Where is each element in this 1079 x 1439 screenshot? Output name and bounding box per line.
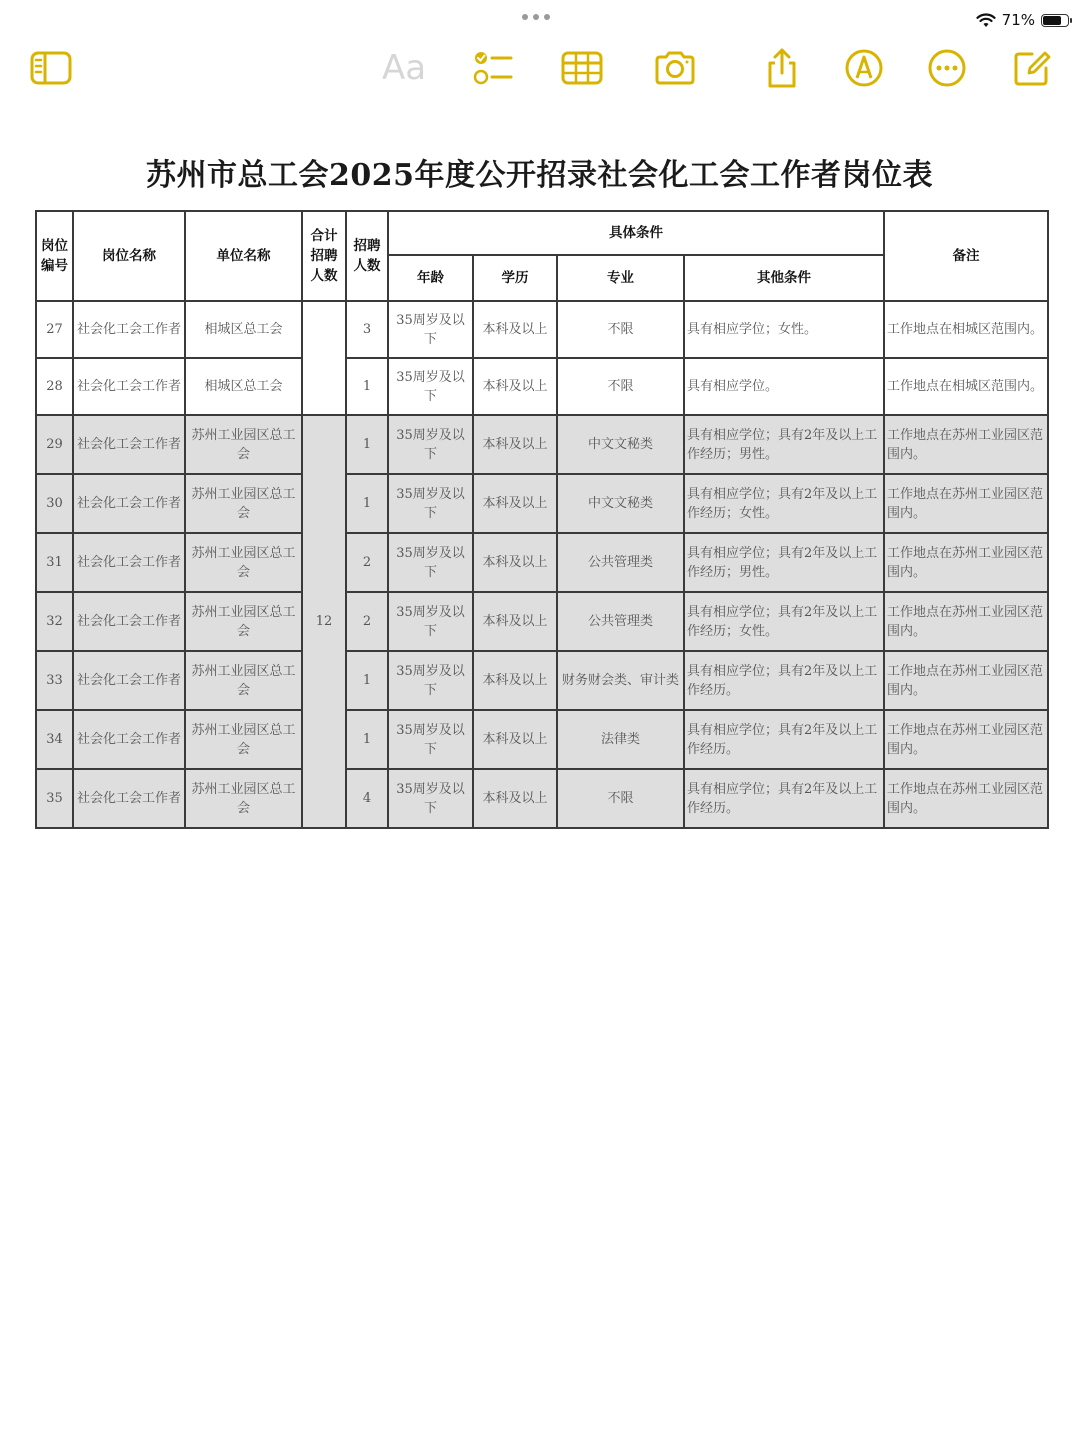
cell-count: 3: [346, 301, 388, 358]
table-row: [36, 769, 1048, 828]
cell-age: 35周岁及以下: [388, 651, 473, 710]
cell-edu: 本科及以上: [473, 769, 557, 828]
share-button[interactable]: [758, 44, 806, 92]
cell-other: 具有相应学位；具有2年及以上工作经历。: [684, 769, 884, 828]
cell-name: 社会化工会工作者: [73, 358, 185, 415]
cell-other: 具有相应学位；具有2年及以上工作经历；男性。: [684, 415, 884, 474]
cell-unit: 苏州工业园区总工会: [185, 533, 302, 592]
font-icon: Aa: [381, 48, 427, 88]
header-conditions: 具体条件: [388, 211, 884, 255]
sidebar-button[interactable]: [27, 44, 75, 92]
cell-major: 公共管理类: [557, 533, 684, 592]
header-post-id: 岗位编号: [36, 211, 73, 301]
cell-major: 中文文秘类: [557, 474, 684, 533]
dot: [522, 14, 528, 20]
header-unit-name: 单位名称: [185, 211, 302, 301]
cell-edu: 本科及以上: [473, 710, 557, 769]
cell-remark: 工作地点在苏州工业园区范围内。: [884, 651, 1048, 710]
cell-unit: 苏州工业园区总工会: [185, 415, 302, 474]
checklist-button[interactable]: [469, 44, 517, 92]
cell-id: 29: [36, 415, 73, 474]
cell-other: 具有相应学位；具有2年及以上工作经历；女性。: [684, 592, 884, 651]
cell-remark: 工作地点在苏州工业园区范围内。: [884, 769, 1048, 828]
compose-button[interactable]: [1008, 44, 1056, 92]
cell-remark: 工作地点在苏州工业园区范围内。: [884, 710, 1048, 769]
cell-remark: 工作地点在苏州工业园区范围内。: [884, 474, 1048, 533]
cell-age: 35周岁及以下: [388, 358, 473, 415]
cell-major: 公共管理类: [557, 592, 684, 651]
status-bar-right: [976, 11, 1069, 29]
multitasking-dots[interactable]: [522, 14, 550, 20]
cell-other: 具有相应学位；具有2年及以上工作经历。: [684, 651, 884, 710]
cell-age: 35周岁及以下: [388, 533, 473, 592]
table-row: [36, 533, 1048, 592]
cell-id: 30: [36, 474, 73, 533]
table-row: [36, 474, 1048, 533]
wifi-icon: [976, 13, 996, 28]
table-button[interactable]: [558, 44, 606, 92]
cell-other: 具有相应学位；具有2年及以上工作经历。: [684, 710, 884, 769]
header-major: 专业: [557, 255, 684, 301]
cell-count: 1: [346, 474, 388, 533]
cell-unit: 苏州工业园区总工会: [185, 651, 302, 710]
battery-tip: [1070, 18, 1072, 23]
header-education: 学历: [473, 255, 557, 301]
table-row: [36, 301, 1048, 358]
cell-name: 社会化工会工作者: [73, 592, 185, 651]
cell-name: 社会化工会工作者: [73, 301, 185, 358]
cell-edu: 本科及以上: [473, 415, 557, 474]
cell-id: 34: [36, 710, 73, 769]
document-title: 苏州市总工会2025年度公开招录社会化工会工作者岗位表: [146, 158, 933, 193]
header-age: 年龄: [388, 255, 473, 301]
cell-edu: 本科及以上: [473, 474, 557, 533]
cell-name: 社会化工会工作者: [73, 533, 185, 592]
cell-count: 1: [346, 415, 388, 474]
cell-id: 33: [36, 651, 73, 710]
cell-count: 2: [346, 533, 388, 592]
cell-id: 28: [36, 358, 73, 415]
cell-count: 1: [346, 358, 388, 415]
cell-unit: 苏州工业园区总工会: [185, 592, 302, 651]
cell-age: 35周岁及以下: [388, 415, 473, 474]
cell-name: 社会化工会工作者: [73, 769, 185, 828]
cell-edu: 本科及以上: [473, 533, 557, 592]
header-remarks: 备注: [884, 211, 1048, 301]
cell-major: 不限: [557, 358, 684, 415]
cell-edu: 本科及以上: [473, 651, 557, 710]
cell-name: 社会化工会工作者: [73, 474, 185, 533]
cell-remark: 工作地点在苏州工业园区范围内。: [884, 592, 1048, 651]
cell-other: 具有相应学位；具有2年及以上工作经历；男性。: [684, 533, 884, 592]
checklist-icon: [471, 46, 515, 90]
cell-unit: 苏州工业园区总工会: [185, 710, 302, 769]
sidebar-icon: [29, 46, 73, 90]
cell-count: 1: [346, 710, 388, 769]
cell-major: 财务财会类、审计类: [557, 651, 684, 710]
font-button[interactable]: [380, 44, 428, 92]
table-icon: [560, 46, 604, 90]
cell-edu: 本科及以上: [473, 592, 557, 651]
cell-age: 35周岁及以下: [388, 710, 473, 769]
cell-unit: 苏州工业园区总工会: [185, 769, 302, 828]
cell-remark: 工作地点在苏州工业园区范围内。: [884, 533, 1048, 592]
cell-age: 35周岁及以下: [388, 592, 473, 651]
cell-unit: 相城区总工会: [185, 358, 302, 415]
cell-name: 社会化工会工作者: [73, 415, 185, 474]
cell-unit: 苏州工业园区总工会: [185, 474, 302, 533]
cell-name: 社会化工会工作者: [73, 651, 185, 710]
cell-age: 35周岁及以下: [388, 769, 473, 828]
cell-major: 法律类: [557, 710, 684, 769]
more-icon: [925, 46, 969, 90]
cell-other: 具有相应学位。: [684, 358, 884, 415]
cell-id: 27: [36, 301, 73, 358]
header-total: 合计招聘人数: [302, 211, 346, 301]
cell-id: 35: [36, 769, 73, 828]
cell-id: 31: [36, 533, 73, 592]
markup-icon: [842, 46, 886, 90]
compose-icon: [1010, 46, 1054, 90]
table-row: [36, 710, 1048, 769]
camera-button[interactable]: [651, 44, 699, 92]
cell-count: 4: [346, 769, 388, 828]
cell-edu: 本科及以上: [473, 358, 557, 415]
cell-major: 不限: [557, 769, 684, 828]
cell-remark: 工作地点在相城区范围内。: [884, 358, 1048, 415]
table-row: [36, 358, 1048, 415]
cell-other: 具有相应学位；女性。: [684, 301, 884, 358]
cell-major: 中文文秘类: [557, 415, 684, 474]
header-count: 招聘人数: [346, 211, 388, 301]
cell-count: 1: [346, 651, 388, 710]
table-row: [36, 651, 1048, 710]
positions-table: [35, 210, 1049, 829]
cell-major: 不限: [557, 301, 684, 358]
cell-total: [302, 301, 346, 415]
markup-button[interactable]: [840, 44, 888, 92]
dot: [544, 14, 550, 20]
more-button[interactable]: [923, 44, 971, 92]
header-post-name: 岗位名称: [73, 211, 185, 301]
share-icon: [760, 46, 804, 90]
cell-total: 12: [302, 415, 346, 828]
camera-icon: [653, 46, 697, 90]
battery-fill: [1043, 16, 1061, 25]
cell-age: 35周岁及以下: [388, 301, 473, 358]
cell-unit: 相城区总工会: [185, 301, 302, 358]
dot: [533, 14, 539, 20]
cell-name: 社会化工会工作者: [73, 710, 185, 769]
table-row: [36, 415, 1048, 474]
cell-age: 35周岁及以下: [388, 474, 473, 533]
cell-remark: 工作地点在相城区范围内。: [884, 301, 1048, 358]
cell-id: 32: [36, 592, 73, 651]
cell-remark: 工作地点在苏州工业园区范围内。: [884, 415, 1048, 474]
battery-icon: [1041, 14, 1069, 27]
table-row: [36, 592, 1048, 651]
cell-other: 具有相应学位；具有2年及以上工作经历；女性。: [684, 474, 884, 533]
battery-percent: 71%: [1001, 11, 1035, 29]
header-other: 其他条件: [684, 255, 884, 301]
cell-count: 2: [346, 592, 388, 651]
cell-edu: 本科及以上: [473, 301, 557, 358]
